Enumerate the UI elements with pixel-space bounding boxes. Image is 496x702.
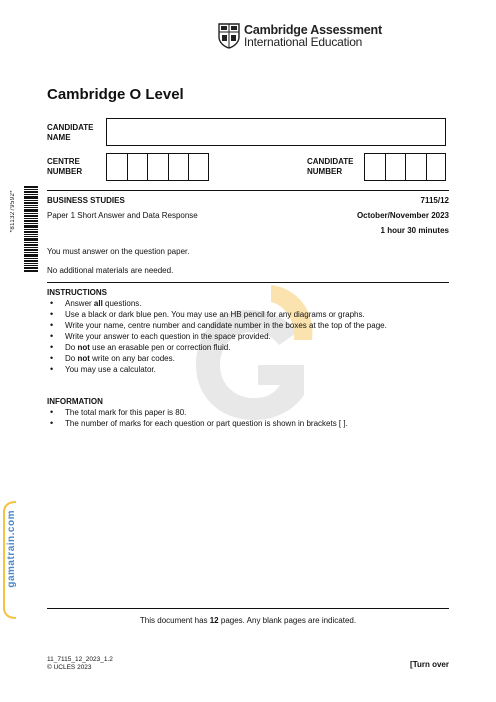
candidate-number-label: CANDIDATE NUMBER xyxy=(307,157,354,176)
turn-over: [Turn over xyxy=(410,660,449,669)
divider xyxy=(47,608,449,609)
instructions-list xyxy=(47,298,449,375)
divider xyxy=(47,190,449,191)
copyright: © UCLES 2023 xyxy=(47,664,92,671)
list-item: • Write your answer to each question in the space provided. xyxy=(47,331,449,342)
side-brand xyxy=(2,500,22,620)
materials-note: No additional materials are needed. xyxy=(47,266,174,275)
candidate-name-field[interactable] xyxy=(106,118,446,146)
exam-session: October/November 2023 xyxy=(356,211,449,220)
information-heading: INFORMATION xyxy=(47,397,103,406)
list-item: • Answer all questions. xyxy=(47,298,449,309)
side-brand-text: gamatrain.com xyxy=(6,510,17,588)
information-list xyxy=(47,407,449,429)
paper-title: Paper 1 Short Answer and Data Response xyxy=(47,211,198,220)
exam-duration: 1 hour 30 minutes xyxy=(380,226,449,235)
list-item: • The number of marks for each question or part question is shown in brackets [ ]. xyxy=(47,418,449,429)
list-item: • Do not write on any bar codes. xyxy=(47,353,449,364)
subject-name: BUSINESS STUDIES xyxy=(47,196,125,205)
answer-note: You must answer on the question paper. xyxy=(47,247,190,256)
candidate-name-label: CANDIDATE NAME xyxy=(47,123,94,142)
list-item: • Use a black or dark blue pen. You may use an HB pencil for any diagrams or graphs. xyxy=(47,309,449,320)
centre-number-field[interactable] xyxy=(106,153,209,181)
ref-code: 11_7115_12_2023_1.2 xyxy=(47,656,113,663)
list-item: • The total mark for this paper is 80. xyxy=(47,407,449,418)
page-count-note: This document has 12 pages. Any blank pages are indicated. xyxy=(139,616,357,625)
cambridge-shield-icon xyxy=(218,23,240,49)
cambridge-logo xyxy=(218,22,382,50)
logo-line1: Cambridge Assessment xyxy=(244,23,382,37)
barcode-icon xyxy=(24,186,38,272)
list-item: • Do not use an erasable pen or correction fluid. xyxy=(47,342,449,353)
centre-number-label: CENTRE NUMBER xyxy=(47,157,83,176)
barcode-number: *8113279592* xyxy=(10,190,16,233)
subject-code: 7115/12 xyxy=(420,196,449,205)
candidate-number-field[interactable] xyxy=(364,153,446,181)
instructions-heading: INSTRUCTIONS xyxy=(47,288,107,297)
page-title: Cambridge O Level xyxy=(47,86,184,103)
list-item: • Write your name, centre number and candidate number in the boxes at the top of the page. xyxy=(47,320,449,331)
list-item: • You may use a calculator. xyxy=(47,364,449,375)
logo-line2: International Education xyxy=(244,35,363,49)
